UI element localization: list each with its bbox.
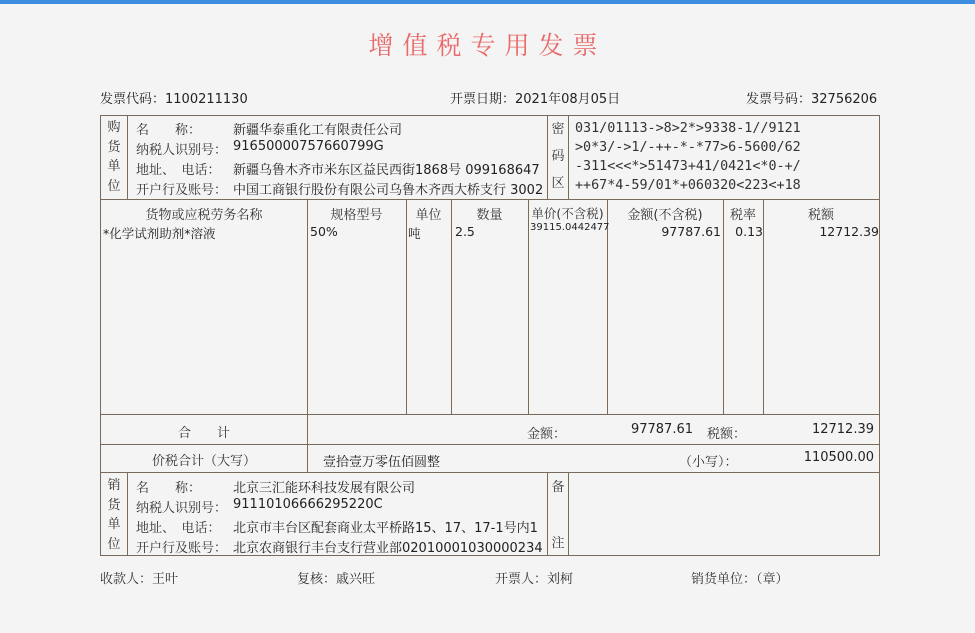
totals-amount: 97787.61 xyxy=(630,422,693,437)
remarks-label-char: 备 xyxy=(551,480,565,495)
seller-label-char: 单 xyxy=(107,517,121,532)
divider xyxy=(101,444,879,445)
buyer-label-char: 货 xyxy=(107,139,121,155)
buyer-label-char: 位 xyxy=(107,178,121,194)
grand-total-small-label: （小写）： xyxy=(679,455,738,470)
invoice-number-value: 32756206 xyxy=(811,92,878,107)
grand-total-label: 价税合计（大写） xyxy=(151,454,256,469)
divider xyxy=(127,472,128,556)
totals-label: 合 计 xyxy=(177,426,230,441)
buyer-bank: 中国工商银行股份有限公司乌鲁木齐西大桥支行 3002 xyxy=(233,183,544,198)
col-header-unit-price: 单价(不含税) xyxy=(531,206,604,221)
buyer-bank-label: 开户行及账号： xyxy=(136,183,228,198)
divider xyxy=(528,199,529,414)
footer-issuer: 开票人：刘柯 xyxy=(495,572,574,587)
col-header-item-name: 货物或应税劳务名称 xyxy=(145,208,263,223)
buyer-name: 新疆华泰重化工有限责任公司 xyxy=(233,123,403,138)
cipher-line: -311<<<*>51473+41/0421<*0-+/ xyxy=(575,159,801,174)
cipher-line: ++67*4-59/01*+060320<223<+18 xyxy=(575,178,801,193)
grand-total-small: 110500.00 xyxy=(803,450,874,465)
seller-name-label: 名 称： xyxy=(136,481,202,496)
divider xyxy=(406,199,407,414)
seller-name: 北京三汇能环科技发展有限公司 xyxy=(233,481,416,496)
item-spec: 50% xyxy=(310,224,338,239)
invoice-code xyxy=(100,88,248,107)
invoice-code-value: 1100211130 xyxy=(165,92,248,107)
invoice-number xyxy=(746,88,877,107)
seller-tax-id-label: 纳税人识别号： xyxy=(136,501,228,516)
item-name: *化学试剂助剂*溶液 xyxy=(103,226,216,241)
totals-tax: 12712.39 xyxy=(811,422,874,437)
cipher-line: 031/01113->8>2*>9338-1//9121 xyxy=(575,121,801,136)
col-header-quantity: 数量 xyxy=(476,208,503,223)
cipher-line: >0*3/->1/-++-*-*77>6-5600/62 xyxy=(575,140,801,155)
buyer-address: 新疆乌鲁木齐市米东区益民西街1868号 099168647 xyxy=(233,163,540,178)
divider xyxy=(127,116,128,199)
invoice-number-label: 发票号码： xyxy=(746,92,812,107)
divider xyxy=(307,199,308,472)
remarks-label-char: 注 xyxy=(551,536,565,551)
buyer-tax-id-label: 纳税人识别号： xyxy=(136,143,228,158)
buyer-address-label: 地址、 电话： xyxy=(136,163,221,178)
item-unit: 吨 xyxy=(408,226,421,241)
col-header-unit: 单位 xyxy=(415,208,442,223)
cipher-label-char: 码 xyxy=(551,149,565,164)
divider xyxy=(101,414,879,415)
invoice-title: 增值税专用发票 xyxy=(368,31,607,60)
footer-seller-seal: 销货单位：（章） xyxy=(691,572,789,587)
buyer-label-char: 购 xyxy=(107,120,121,135)
seller-label-char: 销 xyxy=(107,478,121,493)
col-header-tax: 税额 xyxy=(807,208,834,223)
item-tax: 12712.39 xyxy=(819,224,879,239)
invoice-date-label: 开票日期： xyxy=(450,92,516,107)
buyer-label-char: 单 xyxy=(107,159,121,174)
grand-total-uppercase: 壹拾壹万零伍佰圆整 xyxy=(323,455,441,470)
seller-tax-id: 91110106666295220C xyxy=(233,497,383,512)
seller-bank: 北京农商银行丰台支行营业部02010001030000234 xyxy=(233,541,543,556)
invoice-body xyxy=(100,115,880,556)
footer-payee: 收款人：王叶 xyxy=(100,572,179,587)
window-top-bar xyxy=(0,0,975,4)
seller-bank-label: 开户行及账号： xyxy=(136,541,228,556)
col-header-amount: 金额(不含税) xyxy=(627,208,703,223)
cipher-label-char: 密 xyxy=(551,122,565,137)
item-tax-rate: 0.13 xyxy=(735,224,763,239)
invoice-date-value: 2021年08月05日 xyxy=(515,92,621,107)
seller-address: 北京市丰台区配套商业太平桥路15、17、17-1号内1 xyxy=(233,521,538,536)
col-header-spec: 规格型号 xyxy=(330,208,383,223)
cipher-label-char: 区 xyxy=(551,176,565,191)
seller-label-char: 位 xyxy=(107,536,121,552)
buyer-tax-id: 91650000757660799G xyxy=(233,139,384,154)
footer-reviewer: 复核：戚兴旺 xyxy=(297,572,376,587)
buyer-name-label: 名 称： xyxy=(136,123,202,138)
col-header-tax-rate: 税率 xyxy=(729,208,756,223)
totals-amount-label: 金额： xyxy=(527,427,567,442)
invoice-date xyxy=(450,88,620,107)
item-amount: 97787.61 xyxy=(661,224,721,239)
item-unit-price: 39115.0442477 xyxy=(530,222,610,233)
totals-tax-label: 税额： xyxy=(707,427,747,442)
divider xyxy=(451,199,452,414)
remarks-area xyxy=(569,473,879,555)
seller-label-char: 货 xyxy=(107,497,121,513)
item-quantity: 2.5 xyxy=(455,224,475,239)
invoice-code-label: 发票代码： xyxy=(100,92,166,107)
seller-address-label: 地址、 电话： xyxy=(136,521,221,536)
